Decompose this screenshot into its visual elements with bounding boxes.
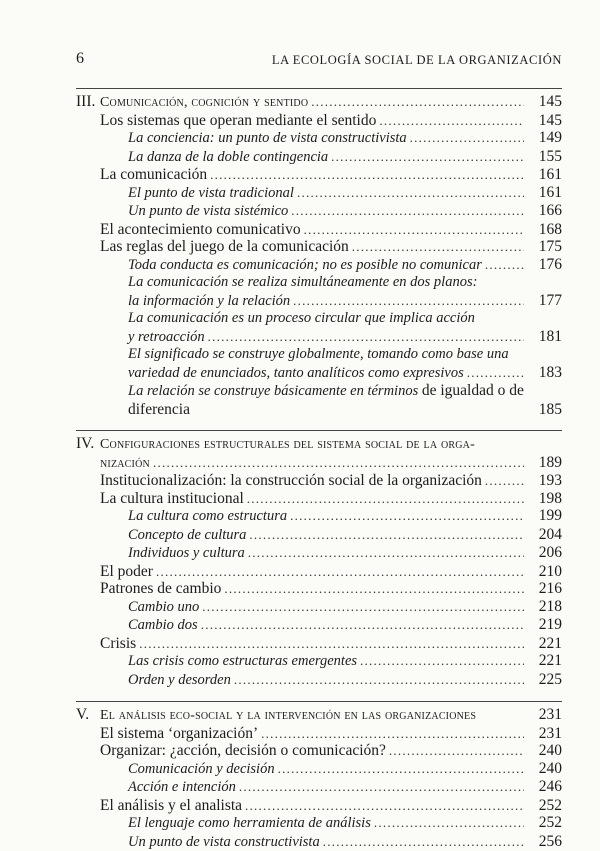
entry-title: Organizar: ¿acción, decisión o comunicación? [100,742,386,760]
page-ref: 219 [528,616,562,634]
page-ref: 161 [528,184,562,202]
chapter-heading [76,93,562,112]
chapter-divider [76,88,562,89]
page-ref: 181 [528,328,562,346]
dot-leader [210,166,524,184]
entry-title: Individuos y cultura [128,545,245,563]
entry-title: La danza de la doble contingencia [128,149,328,167]
dot-leader [485,472,524,490]
page-ref: 149 [528,129,562,147]
entry-title: Cambio dos [128,617,198,635]
chapter-number: V. [76,706,100,724]
toc-subentry [76,671,562,690]
dot-leader [311,93,524,111]
dot-leader [139,635,524,653]
dot-leader [374,814,524,832]
toc-subentry [76,544,562,563]
dot-leader [352,238,524,256]
dot-leader [485,256,524,274]
toc-subentry [76,364,562,383]
entry-title-roman: de igualdad o de [422,382,524,399]
entry-title-line: La comunicación se realiza simultáneamente en dos planos: [76,274,562,292]
chapter-iii [76,88,562,418]
chapter-number: III. [76,93,100,111]
page-ref: 176 [528,256,562,274]
toc-entry [76,797,562,815]
entry-title: El poder [100,563,153,581]
toc-entry [76,725,562,743]
entry-title: La conciencia: un punto de vista constructivista [128,130,407,148]
toc-entry [76,580,562,598]
entry-title: El lenguaje como herramienta de análisis [128,815,371,833]
entry-title: Crisis [100,635,136,653]
chapter-divider [76,701,562,702]
page-ref: 221 [528,635,562,653]
page-ref: 252 [528,797,562,815]
dot-leader [208,328,524,346]
page-ref: 218 [528,598,562,616]
dot-leader [467,364,524,382]
entry-title: Patrones de cambio [100,580,221,598]
dot-leader [224,580,524,598]
toc-subentry [76,401,562,419]
toc-subentry [76,652,562,671]
page-ref: 155 [528,148,562,166]
dot-leader [304,221,524,239]
dot-leader [291,202,524,220]
dot-leader [389,742,524,760]
dot-leader [410,129,524,147]
chapter-heading [76,435,562,454]
page-ref: 198 [528,490,562,508]
dot-leader [248,544,524,562]
toc-subentry [76,129,562,148]
toc-subentry [76,148,562,167]
chapter-title: El análisis eco-social y la intervención en las organizaciones [100,707,476,725]
entry-title-line [76,382,562,401]
toc-entry [76,166,562,184]
entry-title: Los sistemas que operan mediante el sentido [100,112,376,130]
entry-title-line: La comunicación es un proceso circular que implica acción [76,310,562,328]
page-ref: 175 [528,238,562,256]
toc-subentry [76,202,562,221]
page-ref: 240 [528,760,562,778]
toc-entry [76,221,562,239]
toc-subentry [76,814,562,833]
toc-entry [76,742,562,760]
entry-title-line: variedad de enunciados, tanto analíticos como expresivos [128,365,464,383]
toc-subentry [76,328,562,347]
entry-title: La comunicación [100,166,207,184]
page-ref: 166 [528,202,562,220]
toc-entry [76,490,562,508]
dot-leader [245,797,524,815]
dot-leader [278,760,524,778]
page-ref: 252 [528,814,562,832]
toc-subentry [76,833,562,851]
entry-title: Orden y desorden [128,672,231,690]
dot-leader [234,671,524,689]
toc-subentry [76,292,562,311]
page-ref: 193 [528,472,562,490]
dot-leader [201,616,524,634]
dot-leader [331,148,524,166]
toc-subentry [76,256,562,275]
entry-title-line: diferencia [128,401,190,419]
chapter-heading-cont [76,454,562,473]
dot-leader [293,292,524,310]
dot-leader [297,184,524,202]
running-header [76,50,562,70]
entry-title-line: la información y la relación [128,293,290,311]
entry-title: Las crisis como estructuras emergentes [128,653,357,671]
page-ref: 216 [528,580,562,598]
entry-title: Concepto de cultura [128,527,246,545]
page-ref: 145 [528,112,562,130]
entry-title: Institucionalización: la construcción social de la organización [100,472,482,490]
entry-title: Un punto de vista sistémico [128,203,288,221]
toc-subentry [76,598,562,617]
dot-leader [153,454,524,472]
page-ref: 225 [528,671,562,689]
page-ref: 256 [528,833,562,851]
toc-subentry [76,616,562,635]
dot-leader [290,507,524,525]
entry-title: Toda conducta es comunicación; no es posible no comunicar [128,257,482,275]
table-of-contents [76,88,562,851]
page-ref: 221 [528,652,562,670]
entry-title: Acción e intención [128,779,236,797]
entry-title: Comunicación y decisión [128,761,275,779]
running-title: LA ECOLOGÍA SOCIAL DE LA ORGANIZACIÓN [272,53,562,68]
entry-title-line: El significado se construye globalmente, tomando como base una [76,346,562,364]
chapter-heading [76,706,562,725]
entry-title: Un punto de vista constructivista [128,834,320,851]
page-number: 6 [76,50,84,68]
toc-entry [76,472,562,490]
page-ref: 185 [528,401,562,419]
entry-title-italic: La relación se construye básicamente en términos [128,383,418,399]
entry-title: Las reglas del juego de la comunicación [100,238,349,256]
page-ref: 161 [528,166,562,184]
entry-title: El acontecimiento comunicativo [100,221,301,239]
entry-title: La cultura como estructura [128,508,287,526]
toc-subentry [76,526,562,545]
page-ref: 231 [528,725,562,743]
entry-title: El análisis y el analista [100,797,242,815]
chapter-divider [76,430,562,431]
page-ref: 231 [528,706,562,724]
chapter-title-line: nización [100,455,150,473]
dot-leader [239,778,524,796]
entry-title: La cultura institucional [100,490,244,508]
page-ref: 204 [528,526,562,544]
page-ref: 246 [528,778,562,796]
entry-title: El punto de vista tradicional [128,185,294,203]
chapter-v [76,701,562,851]
page-ref: 189 [528,454,562,472]
dot-leader [156,563,524,581]
dot-leader [202,598,524,616]
chapter-number: IV. [76,435,100,453]
page-ref: 177 [528,292,562,310]
toc-subentry [76,760,562,779]
toc-entry [76,112,562,130]
toc-subentry [76,184,562,203]
dot-leader [323,833,524,851]
page-ref: 210 [528,563,562,581]
toc-subentry [76,507,562,526]
chapter-title: Comunicación, cognición y sentido [100,94,308,112]
dot-leader [379,112,524,130]
toc-subentry [76,778,562,797]
page-ref: 206 [528,544,562,562]
entry-title-line: y retroacción [128,329,205,347]
entry-title: Cambio uno [128,599,199,617]
chapter-iv [76,430,562,689]
page-ref: 168 [528,221,562,239]
page-ref: 183 [528,364,562,382]
page-ref: 199 [528,507,562,525]
page-ref: 145 [528,93,562,111]
toc-entry [76,563,562,581]
page-ref: 240 [528,742,562,760]
entry-title: El sistema ‘organización’ [100,725,258,743]
toc-entry [76,238,562,256]
dot-leader [360,652,524,670]
dot-leader [249,526,524,544]
toc-entry [76,635,562,653]
chapter-title-line: Configuraciones estructurales del sistema social de la orga- [100,436,475,454]
dot-leader [247,490,524,508]
dot-leader [261,725,524,743]
